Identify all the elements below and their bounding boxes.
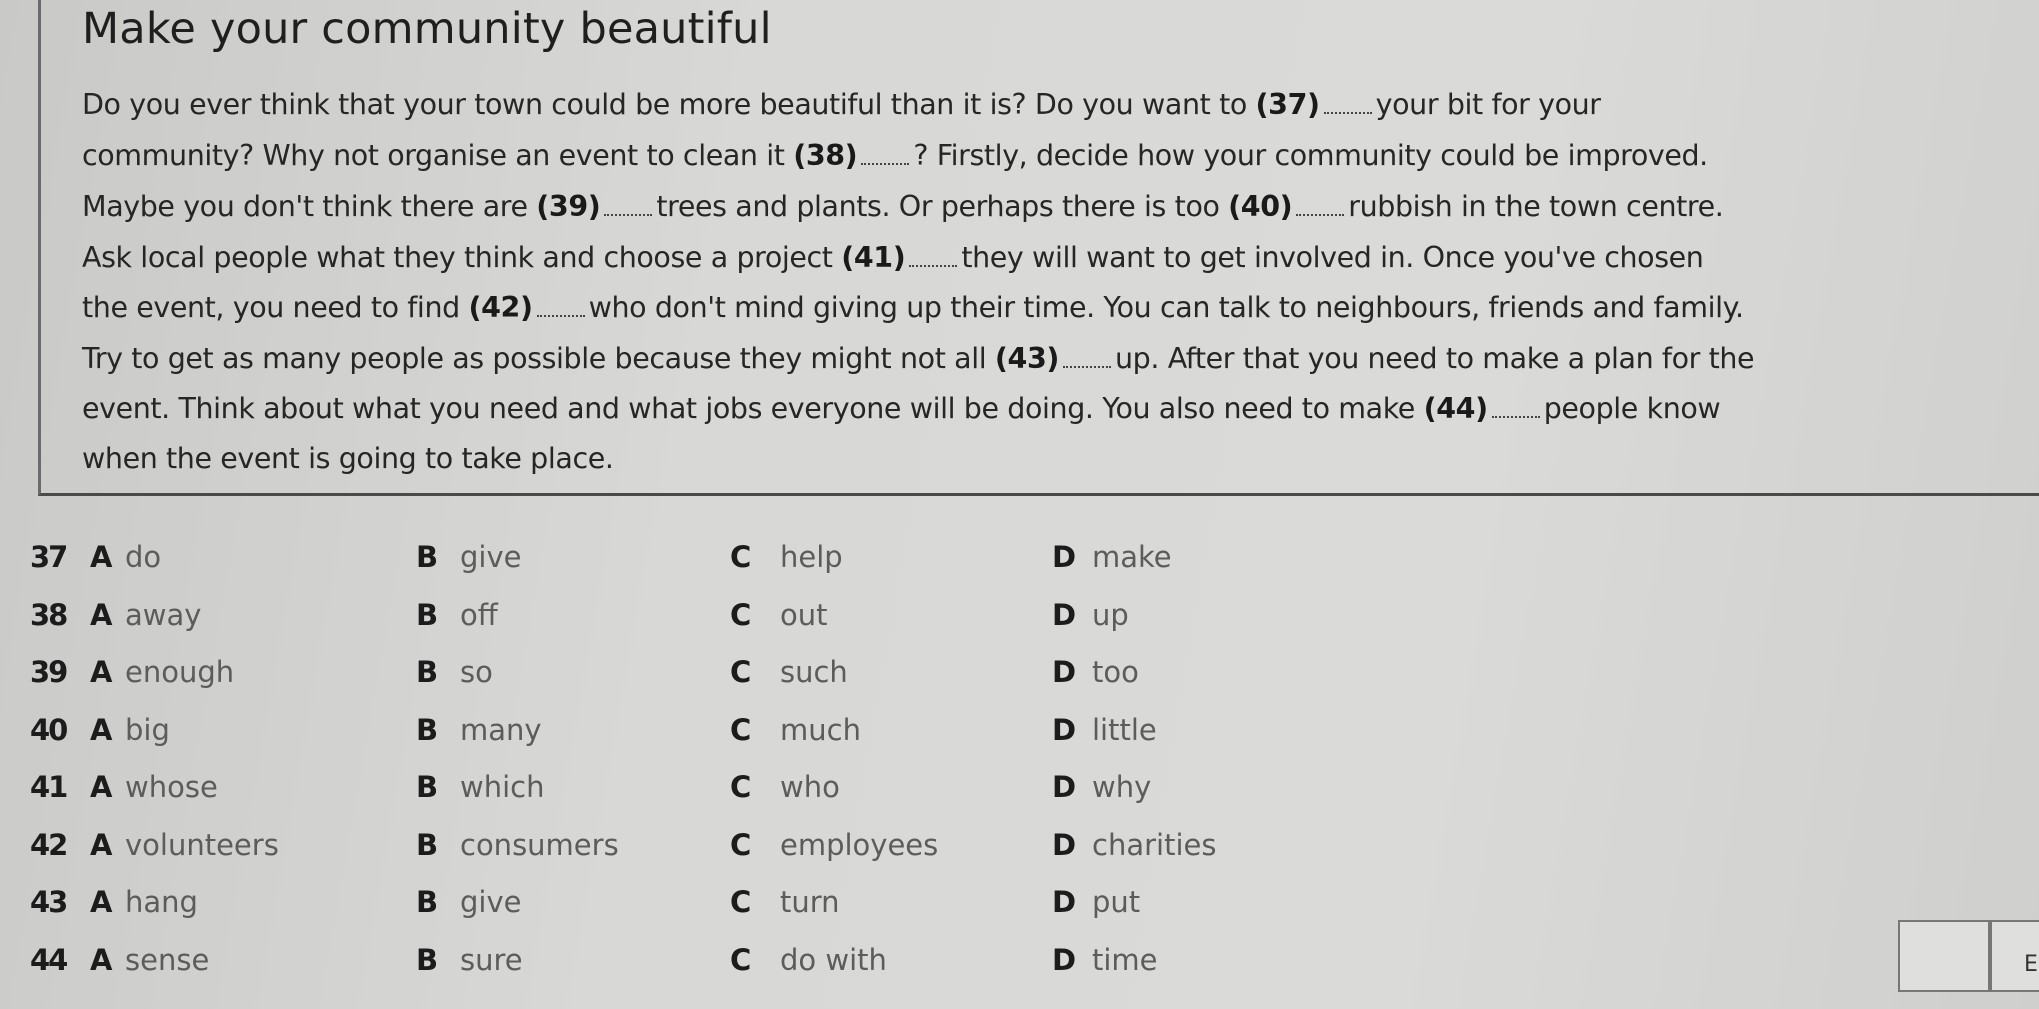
question-row [0,770,1300,818]
option-letter[interactable]: D [1052,597,1077,632]
question-number: 40 [30,712,67,747]
option-letter[interactable]: B [416,655,439,689]
option-text[interactable]: give [460,540,522,574]
passage-line [82,139,1708,172]
option-letter[interactable]: A [90,885,113,919]
question-row [0,885,1300,933]
option-text[interactable]: do [125,540,162,574]
option-text[interactable]: turn [780,885,840,919]
option-text[interactable]: out [780,597,828,632]
passage-line [82,88,1601,121]
gap-number: (42) [468,291,533,324]
option-text[interactable]: many [460,712,542,747]
option-letter[interactable]: C [730,597,752,632]
passage-text-segment: Try to get as many people as possible because they might not all [82,342,995,375]
option-text[interactable]: who [780,770,840,804]
passage-text-segment: trees and plants. Or perhaps there is too [656,190,1229,223]
option-text[interactable]: so [460,655,493,689]
passage-text-segment: Maybe you don't think there are [82,190,537,223]
passage-line [82,291,1744,324]
gap-number: (44) [1423,392,1488,425]
option-text[interactable]: too [1092,655,1139,689]
option-letter[interactable]: C [730,827,752,862]
passage-text-segment: rubbish in the town centre. [1348,190,1724,223]
option-letter[interactable]: D [1052,942,1077,977]
question-row [0,655,1300,703]
option-text[interactable]: up [1092,597,1129,632]
passage-text-segment: when the event is going to take place. [82,442,614,475]
option-text[interactable]: volunteers [125,827,279,862]
gap-number: (37) [1255,88,1320,121]
option-text[interactable]: whose [125,770,218,804]
option-letter[interactable]: B [416,540,439,574]
option-letter[interactable]: A [90,770,113,804]
question-number: 44 [30,942,67,977]
answer-box[interactable] [1898,920,1990,992]
option-letter[interactable]: B [416,770,439,804]
gap-blank [1063,365,1111,368]
option-letter[interactable]: D [1052,827,1077,862]
option-letter[interactable]: D [1052,712,1077,747]
option-letter[interactable]: B [416,885,439,919]
question-row [0,540,1300,588]
gap-blank [604,213,652,216]
passage-text-segment: event. Think about what you need and what jobs everyone will be doing. You also need to make [82,392,1424,425]
question-row [0,943,1300,991]
option-letter[interactable]: D [1052,885,1077,919]
gap-blank [537,314,585,317]
option-letter[interactable]: C [730,712,752,747]
option-letter[interactable]: A [90,712,113,747]
passage-text-segment: up. After that you need to make a plan for the [1115,342,1755,375]
question-number: 37 [30,540,67,574]
option-text[interactable]: hang [125,885,198,919]
option-text[interactable]: enough [125,655,235,689]
option-letter[interactable]: C [730,942,752,977]
passage-text-segment: they will want to get involved in. Once you've chosen [961,241,1704,274]
passage-text-segment: community? Why not organise an event to clean it [82,139,794,172]
gap-number: (38) [793,139,858,172]
passage-text-segment: Ask local people what they think and choose a project [82,241,842,274]
option-letter[interactable]: A [90,942,113,977]
option-text[interactable]: help [780,540,843,574]
passage-text-segment: people know [1543,392,1721,425]
option-letter[interactable]: A [90,655,113,689]
passage-text-segment: your bit for your [1375,88,1601,121]
gap-number: (39) [536,190,601,223]
option-text[interactable]: give [460,885,522,919]
passage-text-segment: Do you ever think that your town could be more beautiful than it is? Do you want to [82,88,1256,121]
question-row [0,598,1300,646]
option-text[interactable]: put [1092,885,1141,919]
answer-box-letter: E [2024,952,2038,977]
option-text[interactable]: which [460,770,545,804]
gap-number: (43) [994,342,1060,375]
option-letter[interactable]: C [730,770,752,804]
passage-text-segment: ? Firstly, decide how your community could be improved. [913,139,1708,172]
option-text[interactable]: much [780,712,861,747]
passage-line [82,190,1723,223]
page-title: Make your community beautiful [82,4,772,54]
question-row [0,713,1300,761]
gap-blank [1296,213,1344,216]
option-text[interactable]: big [125,712,170,747]
option-text[interactable]: why [1092,770,1152,804]
option-letter[interactable]: C [730,655,752,689]
gap-number: (40) [1228,190,1293,223]
option-letter[interactable]: B [416,942,439,977]
passage-line [82,442,614,475]
passage-line [82,392,1720,425]
gap-blank [861,162,909,165]
passage-text-segment: the event, you need to find [82,291,469,324]
option-letter[interactable]: D [1052,540,1077,574]
option-letter[interactable]: A [90,597,113,632]
question-number: 42 [30,827,67,862]
option-letter[interactable]: C [730,885,752,919]
gap-number: (41) [841,241,906,274]
option-text[interactable]: employees [780,827,939,862]
gap-blank [909,264,957,267]
passage-line [82,342,1754,375]
question-row [0,828,1300,876]
question-number: 39 [30,655,67,689]
option-text[interactable]: sure [460,942,523,977]
option-letter[interactable]: C [730,540,752,574]
passage-line [82,241,1703,274]
option-letter[interactable]: A [90,827,113,862]
option-text[interactable]: make [1092,540,1172,574]
question-number: 43 [30,885,67,919]
option-letter[interactable]: A [90,540,113,574]
gap-blank [1324,111,1372,114]
option-text[interactable]: charities [1092,827,1217,862]
option-letter[interactable]: B [416,712,439,747]
option-text[interactable]: such [780,655,848,689]
option-text[interactable]: time [1092,942,1158,977]
option-text[interactable]: little [1092,712,1157,747]
option-letter[interactable]: D [1052,770,1077,804]
option-letter[interactable]: B [416,827,439,862]
option-text[interactable]: off [460,597,498,632]
option-text[interactable]: do with [780,942,887,977]
gap-blank [1492,415,1540,418]
option-letter[interactable]: D [1052,655,1077,689]
option-letter[interactable]: B [416,597,439,632]
question-number: 38 [30,597,67,632]
option-text[interactable]: sense [125,942,210,977]
option-text[interactable]: away [125,597,202,632]
passage-text-segment: who don't mind giving up their time. You can talk to neighbours, friends and family. [588,291,1744,324]
question-number: 41 [30,770,67,804]
option-text[interactable]: consumers [460,827,619,862]
